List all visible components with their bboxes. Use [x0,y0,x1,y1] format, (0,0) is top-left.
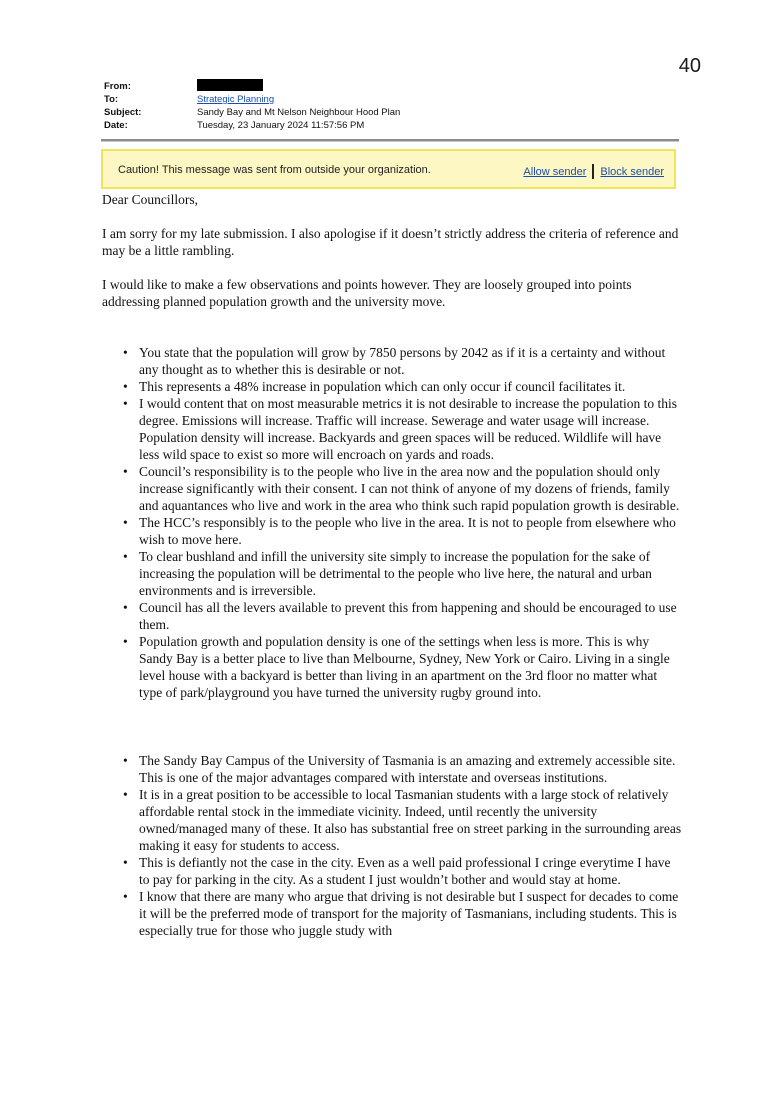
subject-label: Subject: [104,107,142,118]
sender-actions [523,164,664,179]
to-row [104,93,678,106]
paragraph-apology: I am sorry for my late submission. I also apologise if it doesn’t strictly address the criteria of reference and may be a little rambling. [102,226,679,258]
to-label: To: [104,94,119,105]
list-item: • I know that there are many who argue that driving is not desirable but I suspect for decades to come it will be the preferred mode of transport for the majority of Tasmanians, including students. This is especially true for those who juggle study with [139,888,682,939]
allow-sender-link[interactable]: Allow sender [523,165,587,178]
list-item: • The Sandy Bay Campus of the University of Tasmania is an amazing and extremely accessible site. This is one of the major advantages compared with interstate and overseas institutions. [139,752,682,786]
list-item: • This represents a 48% increase in population which can only occur if council facilitates it. [139,378,682,395]
from-row [104,80,678,93]
paragraph-observations: I would like to make a few observations and points however. They are loosely grouped into points addressing planned population growth and the university move. [102,277,632,309]
subject-row [104,106,678,119]
page-number: 40 [678,55,701,77]
list-item: • Council has all the levers available to prevent this from happening and should be encouraged to use them. [139,599,682,633]
date-value: Tuesday, 23 January 2024 11:57:56 PM [197,120,365,131]
date-row [104,119,678,132]
list-item: • I would content that on most measurable metrics it is not desirable to increase the population to this degree. Emissions will increase. Traffic will increase. Sewerage and water usage will increase. Population density will increase. Backyards and green spaces will be reduced. Wildlife will have less wild space to exist so more will encroach on yards and roads. [139,395,682,463]
greeting: Dear Councillors, [102,192,198,207]
population-points-list [102,344,682,701]
block-sender-link[interactable]: Block sender [600,165,664,178]
subject-value: Sandy Bay and Mt Nelson Neighbour Hood Plan [197,107,401,118]
email-header [104,80,678,132]
list-item: • Population growth and population density is one of the settings when less is more. This is why Sandy Bay is a better place to live than Melbourne, Sydney, New York or Cairo. Living in a single level house with a backyard is better than living in an apartment on the 3rd floor no matter what type of park/playground you have turned the university rugby ground into. [139,633,682,701]
list-item: • To clear bushland and infill the university site simply to increase the population for the sake of increasing the population will be detrimental to the people who live here, the natural and urban environments and is irreversible. [139,548,682,599]
university-points-list [102,752,682,939]
from-label: From: [104,81,131,92]
caution-text: Caution! This message was sent from outside your organization. [118,164,431,176]
external-sender-banner [101,149,676,189]
action-separator [592,164,594,179]
list-item: • It is in a great position to be accessible to local Tasmanian students with a large stock of relatively affordable rental stock in the immediate vicinity. Indeed, until recently the university owned/managed many of these. It also has substantial free on street parking in the surrounding areas making it easy for students to access. [139,786,682,854]
date-label: Date: [104,120,128,131]
to-recipient-link[interactable]: Strategic Planning [197,94,275,105]
list-item: • Council’s responsibility is to the people who live in the area now and the population should only increase significantly with their consent. I can not think of anyone of my dozens of friends, family and aquantances who live and work in the area who think such rapid population growth is desirable. [139,463,682,514]
list-item: • The HCC’s responsibly is to the people who live in the area. It is not to people from elsewhere who wish to move here. [139,514,682,548]
letter-body [102,191,682,939]
list-item: • You state that the population will grow by 7850 persons by 2042 as if it is a certainty and without any thought as to whether this is desirable or not. [139,344,682,378]
redacted-sender [197,79,263,91]
header-divider [101,139,679,142]
list-item: • This is defiantly not the case in the city. Even as a well paid professional I cringe everytime I have to pay for parking in the city. As a student I just wouldn’t bother and would stay at home. [139,854,682,888]
